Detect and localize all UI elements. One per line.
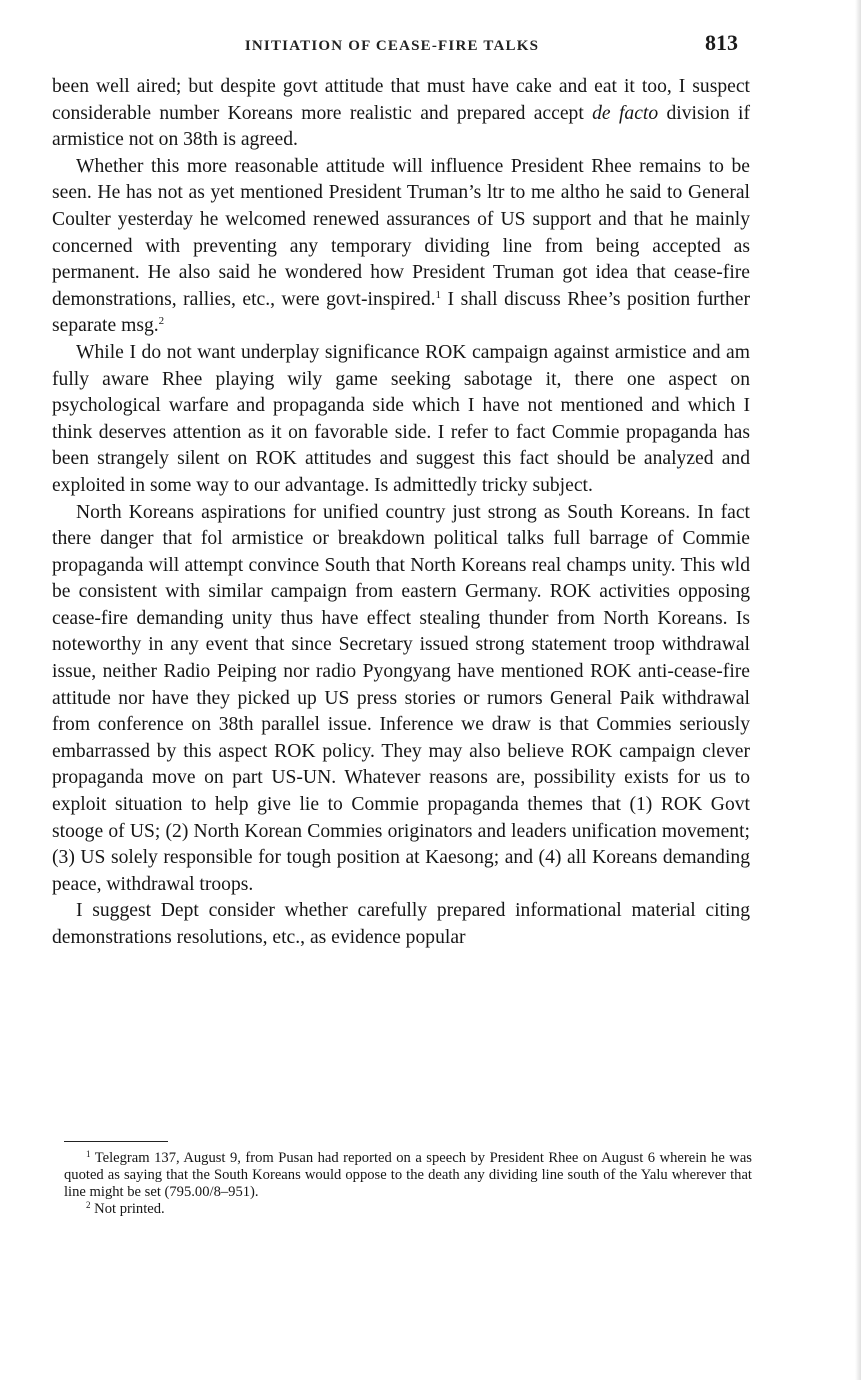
footnote xyxy=(64,1150,752,1201)
footnote-rule xyxy=(64,1141,168,1142)
page-number: 813 xyxy=(705,30,738,55)
footnote-text: Telegram 137, August 9, from Pusan had reported on a speech by President Rhee on August 6 wherein he was quoted as saying that the South Koreans would oppose to the death any dividing line south of the Yalu wherever that line might be set (795.00/8–951). xyxy=(64,1150,752,1200)
paragraph-text: division if armistice not on 38th is agreed. xyxy=(52,102,750,151)
paragraph xyxy=(52,898,750,951)
footnote xyxy=(64,1201,752,1218)
footnote-ref: 2 xyxy=(158,315,165,328)
footnote-marker: 2 xyxy=(86,1200,91,1210)
paragraph-text: North Koreans aspirations for unified country just strong as South Koreans. In fact there danger that fol armistice or breakdown political talks full barrage of Commie propaganda will attempt convince South that North Koreans real champs unity. This wld be consistent with similar campaign from eastern Germany. ROK activities opposing cease-fire demanding unity thus have effect stealing thunder from North Koreans. Is noteworthy in any event that since Secretary issued strong statement troop withdrawal issue, neither Radio Peiping nor radio Pyongyang have mentioned ROK anti-cease-fire attitude nor have they picked up US press stories or rumors General Paik withdrawal from conference on 38th parallel issue. Inference we draw is that Commies seriously embarrassed by this aspect ROK policy. They may also believe ROK campaign clever propaganda move on part US-UN. Whatever reasons are, possibility exists for us to exploit situation to help give lie to Commie propaganda themes that (1) ROK Govt stooge of US; (2) North Korean Commies originators and leaders unification movement; (3) US solely responsible for tough position at Kaesong; and (4) all Koreans demanding peace, withdrawal troops. xyxy=(52,501,750,895)
footnotes xyxy=(64,1150,752,1218)
paragraph-text: I shall discuss Rhee’s position further separate msg. xyxy=(52,288,751,337)
running-title: INITIATION OF CEASE-FIRE TALKS xyxy=(244,38,540,54)
footnote-marker: 1 xyxy=(86,1149,91,1159)
paragraph-text: While I do not want underplay significance ROK campaign against armistice and am fully aware Rhee playing wily game seeking sabotage it, there one aspect on psychological warfare and propaganda side which I have not mentioned and which I think deserves attention as it on favorable side. I refer to fact Commie propaganda has been strangely silent on ROK attitudes and suggest this fact should be analyzed and exploited in some way to our advantage. Is admittedly tricky subject. xyxy=(52,341,750,496)
paragraph-text: I suggest Dept consider whether carefully prepared informational material citing demonstrations resolutions, etc., as evidence popular xyxy=(52,900,750,948)
italic-phrase: de facto xyxy=(592,102,659,124)
footnote-text: Not printed. xyxy=(90,1201,165,1217)
running-head xyxy=(52,30,742,64)
paragraph xyxy=(52,340,750,500)
paragraph xyxy=(52,500,750,899)
paragraph xyxy=(52,74,750,154)
paragraph xyxy=(52,154,750,340)
paragraph-text: been well aired; but despite govt attitude that must have cake and eat it too, I suspect considerable number Koreans more realistic and prepared accept xyxy=(52,76,750,124)
paragraph-text: Whether this more reasonable attitude will influence President Rhee remains to be seen. He has not as yet mentioned President Truman’s ltr to me altho he said to General Coulter yesterday he welcomed renewed assurances of US support and that he mainly concerned with preventing any temporary dividing line from being accepted as permanent. He also said he wondered how President Truman got idea that cease-fire demonstrations, rallies, etc., were govt-inspired. xyxy=(52,155,750,310)
body-text xyxy=(52,74,750,952)
footnote-ref: 1 xyxy=(435,288,442,301)
